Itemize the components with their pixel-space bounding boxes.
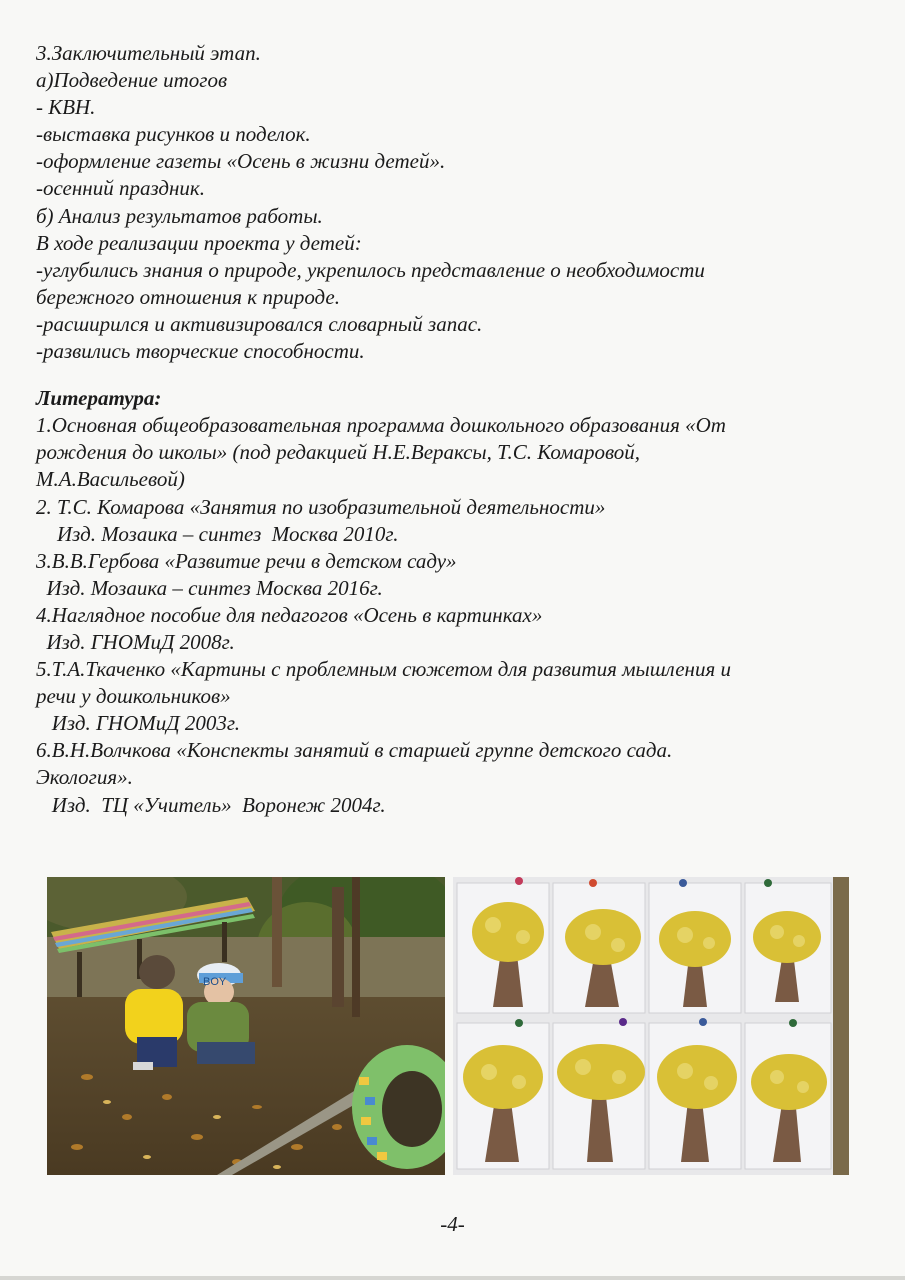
literature-section	[36, 385, 876, 819]
text-line: а)Подведение итогов	[36, 68, 228, 93]
tree-drawings-photo	[453, 877, 849, 1175]
literature-line: 5.Т.А.Ткаченко «Картины с проблемным сюжетом для развития мышления и	[36, 657, 731, 682]
literature-line: 4.Наглядное пособие для педагогов «Осень в картинках»	[36, 602, 543, 627]
literature-line: Изд. ТЦ «Учитель» Воронеж 2004г.	[36, 792, 386, 817]
literature-heading: Литература:	[36, 386, 162, 411]
text-line: -развились творческие способности.	[36, 339, 365, 364]
section-gap	[36, 365, 876, 385]
literature-line: 2. Т.С. Комарова «Занятия по изобразительной деятельности»	[36, 494, 606, 519]
text-line: В ходе реализации проекта у детей:	[36, 230, 362, 255]
text-line: -выставка рисунков и поделок.	[36, 122, 311, 147]
text-line: б) Анализ результатов работы.	[36, 203, 323, 228]
literature-line: М.А.Васильевой)	[36, 467, 185, 492]
text-line: 3.Заключительный этап.	[36, 41, 261, 65]
literature-line: Изд. Мозаика – синтез Москва 2010г.	[36, 521, 399, 546]
literature-line: Экология».	[36, 765, 133, 790]
children-playground-photo	[47, 877, 445, 1175]
literature-line: речи у дошкольников»	[36, 684, 231, 709]
cap-text: BOY	[203, 976, 227, 988]
literature-line: 1.Основная общеобразовательная программа дошкольного образования «От	[36, 413, 726, 438]
literature-line: 3.В.В.Гербова «Развитие речи в детском саду»	[36, 548, 457, 573]
text-line: -расширился и активизировался словарный запас.	[36, 311, 483, 336]
text-content	[36, 40, 876, 819]
text-line: -осенний праздник.	[36, 176, 205, 201]
text-line: - КВН.	[36, 95, 96, 120]
literature-line: Изд. ГНОМиД 2003г.	[36, 711, 241, 736]
text-line: бережного отношения к природе.	[36, 284, 341, 309]
literature-line: 6.В.Н.Волчкова «Конспекты занятий в старшей группе детского сада.	[36, 738, 673, 763]
literature-line: Изд. Мозаика – синтез Москва 2016г.	[36, 575, 383, 600]
page-number: -4-	[440, 1212, 465, 1236]
literature-line: Изд. ГНОМиД 2008г.	[36, 629, 235, 654]
text-line: -оформление газеты «Осень в жизни детей».	[36, 149, 446, 174]
literature-line: рождения до школы» (под редакцией Н.Е.Вераксы, Т.С. Комаровой,	[36, 440, 641, 465]
text-line: -углубились знания о природе, укрепилось представление о необходимости	[36, 257, 705, 282]
final-stage-section	[36, 40, 876, 365]
scan-edge	[0, 1276, 905, 1280]
